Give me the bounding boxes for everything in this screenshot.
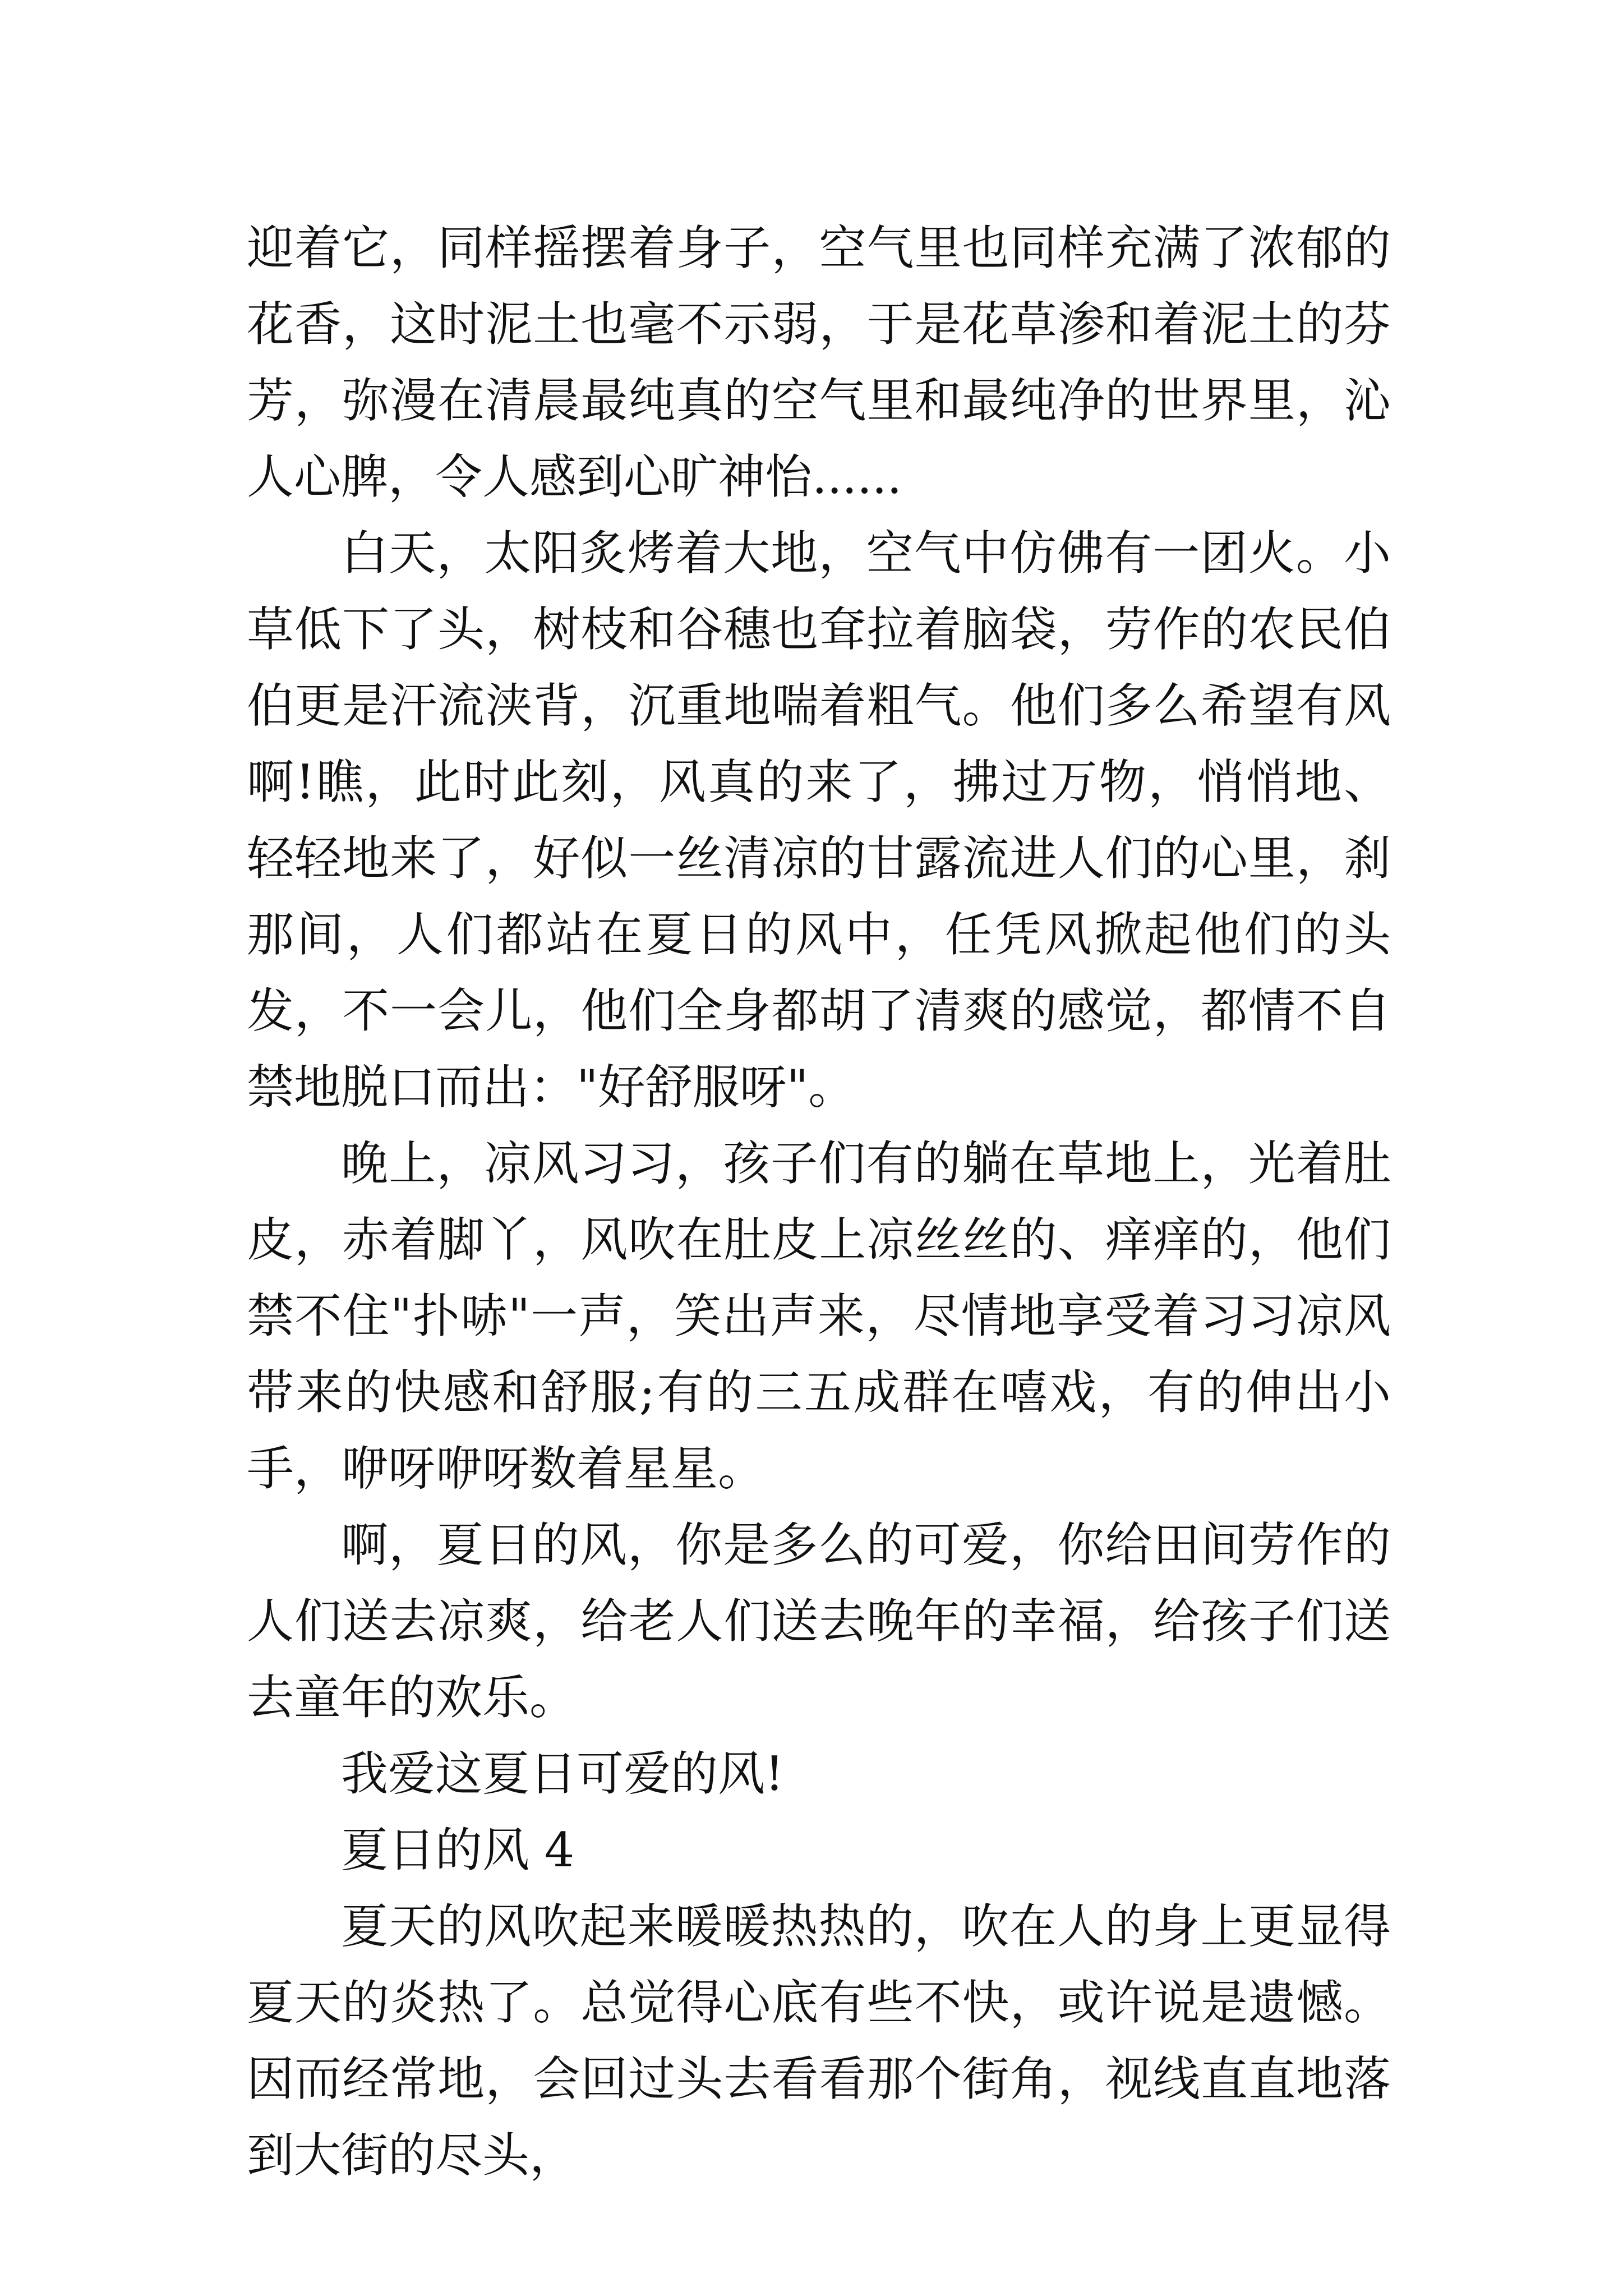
paragraph-1: 迎着它，同样摇摆着身子，空气里也同样充满了浓郁的花香，这时泥土也毫不示弱，于是花草渗和着泥土的芬芳，弥漫在清晨最纯真的空气里和最纯净的世界里，沁人心脾，令人感到心旷神怡......	[247, 220, 1391, 504]
body-text	[247, 210, 1391, 2193]
section-heading: 夏日的风 4	[341, 1823, 575, 1878]
paragraph-5: 我爱这夏日可爱的风!	[341, 1746, 784, 1801]
paragraph-2: 白天，太阳炙烤着大地，空气中仿佛有一团火。小草低下了头，树枝和谷穗也耷拉着脑袋，劳作的农民伯伯更是汗流浃背，沉重地喘着粗气。他们多么希望有风啊!瞧，此时此刻，风真的来了，拂过万物，悄悄地、轻轻地来了，好似一丝清凉的甘露流进人们的心里，刹那间，人们都站在夏日的风中，任凭风掀起他们的头发，不一会儿，他们全身都胡了清爽的感觉，都情不自禁地脱口而出："好舒服呀"。	[247, 526, 1391, 1115]
paragraph-3: 晚上，凉风习习，孩子们有的躺在草地上，光着肚皮，赤着脚丫，风吹在肚皮上凉丝丝的、痒痒的，他们禁不住"扑哧"一声，笑出声来，尽情地享受着习习凉风带来的快感和舒服;有的三五成群在嘻戏，有的伸出小手，咿呀咿呀数着星星。	[247, 1136, 1391, 1496]
paragraph-4: 啊，夏日的风，你是多么的可爱，你给田间劳作的人们送去凉爽，给老人们送去晚年的幸福，给孩子们送去童年的欢乐。	[247, 1517, 1391, 1725]
paragraph-6: 夏天的风吹起来暖暖热热的，吹在人的身上更显得夏天的炎热了。总觉得心底有些不快，或许说是遗憾。因而经常地，会回过头去看看那个街角，视线直直地落到大街的尽头，	[247, 1899, 1391, 2183]
